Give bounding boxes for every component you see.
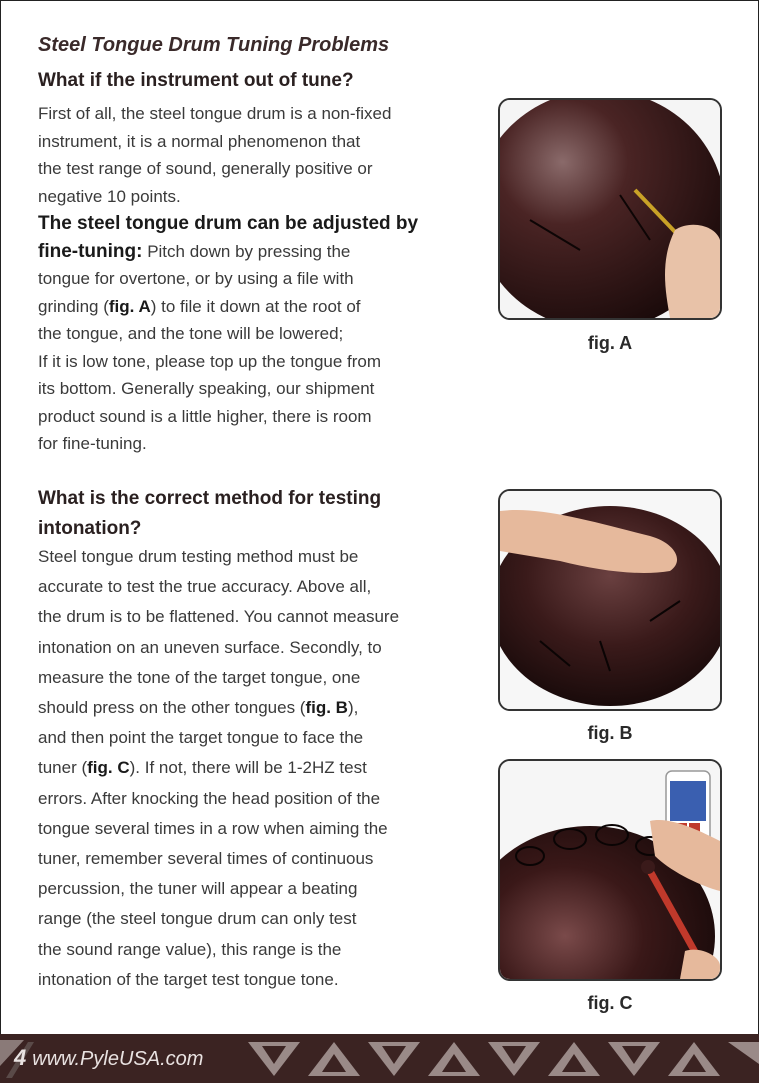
question-heading-intonation [38, 484, 468, 544]
heading-line: intonation? [38, 518, 142, 539]
fig-reference: fig. C [87, 758, 130, 778]
text-line: percussion, the tuner will appear a beating [38, 879, 358, 899]
text-line: measure the tone of the target tongue, one [38, 667, 361, 687]
drum-hand-press-illustration [500, 491, 720, 709]
text-line [38, 693, 468, 723]
drum-tuner-illustration [500, 761, 720, 979]
text-line: the test range of sound, generally positive or [38, 159, 373, 178]
text-line-bold: The steel tongue drum can be adjusted by [38, 213, 419, 234]
text-line: accurate to test the true accuracy. Above all, [38, 577, 372, 597]
text-line: the drum is to be flattened. You cannot measure [38, 607, 400, 627]
paragraph-intonation [38, 542, 468, 995]
text-line: and then point the target tongue to face the [38, 728, 364, 748]
text-line: intonation of the target test tongue tone. [38, 969, 339, 989]
text-run: Pitch down by pressing the [142, 241, 351, 261]
text-run: ) to file it down at the root of [150, 296, 361, 316]
text-line: errors. After knocking the head position of the [38, 788, 381, 808]
text-line: instrument, it is a normal phenomenon that [38, 131, 361, 151]
text-line: intonation on an uneven surface. Secondly, to [38, 637, 382, 657]
text-line: for fine-tuning. [38, 434, 147, 453]
text-line: If it is low tone, please top up the tongue from [38, 351, 382, 371]
text-run: ), [347, 698, 359, 718]
figure-b-caption: fig. B [587, 723, 633, 743]
text-run: should press on the other tongues ( [38, 698, 306, 718]
text-line: tuner, remember several times of continuous [38, 849, 374, 869]
website-url: www.PyleUSA.com [32, 1048, 204, 1070]
question-heading-tuning: What if the instrument out of tune? [38, 70, 354, 91]
paragraph-tuning [38, 100, 468, 458]
footer-text [14, 1045, 203, 1071]
drum-filing-illustration [500, 100, 720, 318]
text-line: negative 10 points. [38, 186, 181, 206]
figure-c-image [498, 759, 722, 981]
text-line: Steel tongue drum testing method must be [38, 547, 359, 566]
text-line: its bottom. Generally speaking, our shipment [38, 379, 375, 398]
text-line: First of all, the steel tongue drum is a non-fixed [38, 104, 392, 123]
page-number: 4 [14, 1045, 27, 1070]
heading-line: What is the correct method for testing [38, 488, 382, 509]
text-run: ). If not, there will be 1-2HZ test [129, 758, 367, 778]
text-line: tongue several times in a row when aiming the [38, 818, 388, 838]
text-line: range (the steel tongue drum can only test [38, 909, 357, 929]
figure-b-image [498, 489, 722, 711]
text-line [38, 753, 468, 783]
page-footer [0, 1034, 759, 1083]
text-run: grinding ( [38, 296, 109, 316]
text-line: tongue for overtone, or by using a file with [38, 269, 354, 288]
page-title: Steel Tongue Drum Tuning Problems [38, 34, 390, 56]
fig-reference: fig. A [108, 296, 151, 316]
bold-term: fine-tuning: [38, 240, 143, 262]
figure-c-caption: fig. C [587, 993, 633, 1013]
text-line: the sound range value), this range is the [38, 939, 342, 959]
text-run: tuner ( [38, 758, 88, 778]
figure-a-image [498, 98, 722, 320]
fig-reference: fig. B [305, 698, 348, 718]
text-line: the tongue, and the tone will be lowered; [38, 324, 344, 343]
text-line [38, 238, 468, 266]
figure-a-caption: fig. A [587, 333, 633, 353]
text-line [38, 293, 468, 321]
text-line: product sound is a little higher, there is room [38, 406, 372, 426]
